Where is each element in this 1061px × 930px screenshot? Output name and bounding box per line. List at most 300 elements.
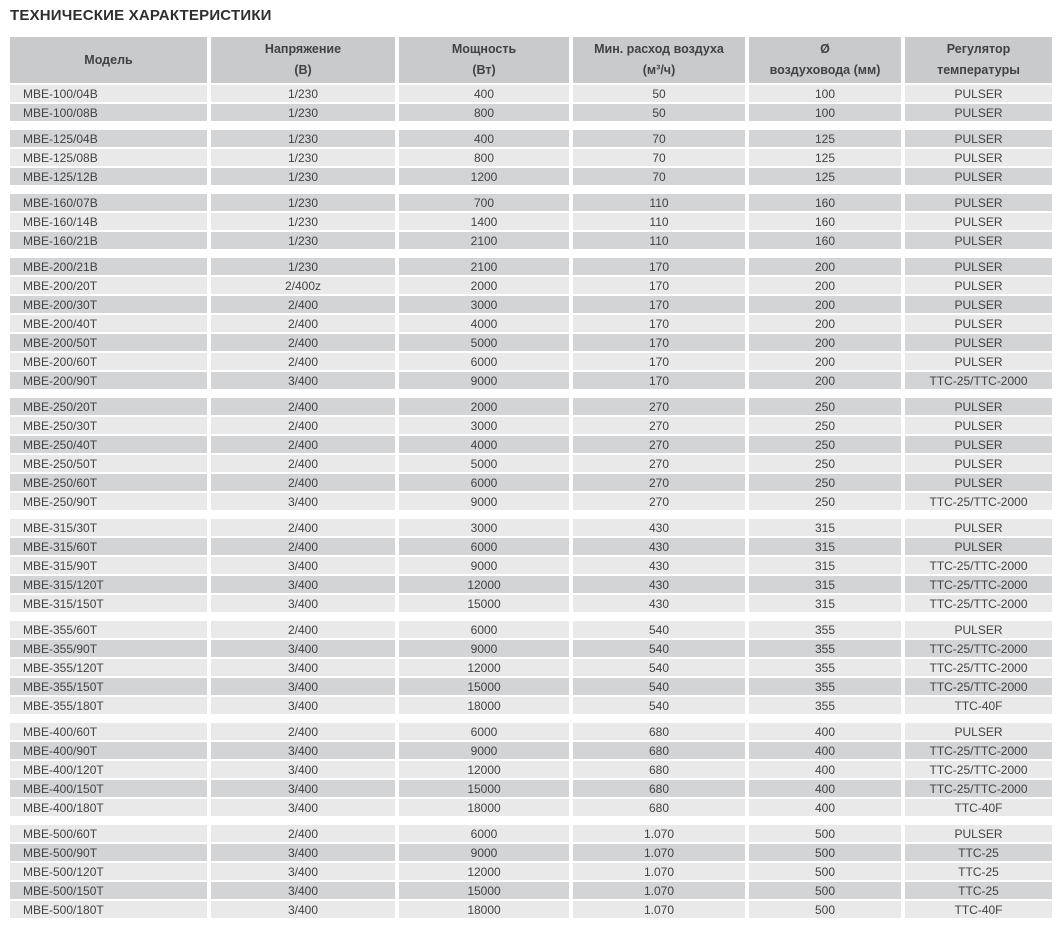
table-row <box>10 455 1052 472</box>
cell-voltage: 2/400 <box>211 474 395 491</box>
cell-model: MBE-500/180T <box>10 901 207 918</box>
cell-power: 6000 <box>399 538 569 555</box>
cell-model: MBE-315/90T <box>10 557 207 574</box>
cell-regulator: PULSER <box>905 621 1052 638</box>
table-row <box>10 213 1052 230</box>
cell-model: MBE-400/120T <box>10 761 207 778</box>
table-row <box>10 130 1052 147</box>
cell-power: 12000 <box>399 863 569 880</box>
cell-diameter: 500 <box>749 844 901 861</box>
cell-voltage: 3/400 <box>211 493 395 510</box>
cell-regulator: TTC-25/TTC-2000 <box>905 372 1052 389</box>
table-row <box>10 277 1052 294</box>
cell-voltage: 2/400 <box>211 315 395 332</box>
cell-diameter: 355 <box>749 621 901 638</box>
cell-diameter: 200 <box>749 315 901 332</box>
cell-regulator: TTC-25 <box>905 863 1052 880</box>
cell-diameter: 400 <box>749 780 901 797</box>
cell-regulator: TTC-25/TTC-2000 <box>905 595 1052 612</box>
cell-voltage: 3/400 <box>211 780 395 797</box>
table-row <box>10 863 1052 880</box>
cell-model: MBE-200/40T <box>10 315 207 332</box>
cell-power: 2000 <box>399 277 569 294</box>
group-spacer-cell <box>10 614 1052 619</box>
cell-airflow: 430 <box>573 576 745 593</box>
cell-voltage: 3/400 <box>211 742 395 759</box>
cell-regulator: TTC-40F <box>905 901 1052 918</box>
cell-diameter: 200 <box>749 277 901 294</box>
cell-airflow: 270 <box>573 474 745 491</box>
cell-power: 3000 <box>399 296 569 313</box>
cell-diameter: 355 <box>749 678 901 695</box>
cell-voltage: 1/230 <box>211 130 395 147</box>
group-spacer <box>10 187 1052 192</box>
cell-airflow: 680 <box>573 761 745 778</box>
cell-regulator: PULSER <box>905 519 1052 536</box>
cell-airflow: 1.070 <box>573 882 745 899</box>
cell-airflow: 270 <box>573 417 745 434</box>
table-row <box>10 621 1052 638</box>
cell-airflow: 270 <box>573 455 745 472</box>
cell-regulator: TTC-25/TTC-2000 <box>905 678 1052 695</box>
cell-regulator: TTC-25/TTC-2000 <box>905 493 1052 510</box>
table-row <box>10 353 1052 370</box>
cell-airflow: 170 <box>573 296 745 313</box>
cell-airflow: 430 <box>573 557 745 574</box>
cell-regulator: PULSER <box>905 417 1052 434</box>
cell-regulator: PULSER <box>905 825 1052 842</box>
cell-diameter: 400 <box>749 799 901 816</box>
cell-power: 12000 <box>399 761 569 778</box>
cell-diameter: 315 <box>749 519 901 536</box>
cell-regulator: PULSER <box>905 85 1052 102</box>
table-row <box>10 576 1052 593</box>
cell-model: MBE-355/120T <box>10 659 207 676</box>
cell-diameter: 315 <box>749 595 901 612</box>
cell-power: 700 <box>399 194 569 211</box>
cell-power: 6000 <box>399 474 569 491</box>
column-header-diameter: Ø воздуховода (мм) <box>749 37 901 83</box>
table-row <box>10 417 1052 434</box>
cell-airflow: 170 <box>573 353 745 370</box>
cell-power: 3000 <box>399 519 569 536</box>
cell-voltage: 3/400 <box>211 799 395 816</box>
cell-voltage: 1/230 <box>211 149 395 166</box>
cell-model: MBE-500/60T <box>10 825 207 842</box>
cell-diameter: 250 <box>749 398 901 415</box>
cell-power: 18000 <box>399 799 569 816</box>
cell-voltage: 2/400 <box>211 296 395 313</box>
cell-model: MBE-355/60T <box>10 621 207 638</box>
table-row <box>10 258 1052 275</box>
cell-airflow: 1.070 <box>573 863 745 880</box>
table-row <box>10 659 1052 676</box>
cell-diameter: 500 <box>749 863 901 880</box>
cell-model: MBE-250/60T <box>10 474 207 491</box>
cell-voltage: 3/400 <box>211 595 395 612</box>
cell-diameter: 200 <box>749 258 901 275</box>
cell-regulator: PULSER <box>905 232 1052 249</box>
cell-model: MBE-100/08B <box>10 104 207 121</box>
table-row <box>10 640 1052 657</box>
cell-diameter: 250 <box>749 455 901 472</box>
cell-power: 15000 <box>399 678 569 695</box>
cell-regulator: PULSER <box>905 538 1052 555</box>
table-row <box>10 742 1052 759</box>
cell-voltage: 3/400 <box>211 557 395 574</box>
cell-model: MBE-315/30T <box>10 519 207 536</box>
cell-model: MBE-160/07B <box>10 194 207 211</box>
cell-voltage: 2/400 <box>211 417 395 434</box>
cell-regulator: TTC-25/TTC-2000 <box>905 640 1052 657</box>
cell-airflow: 70 <box>573 168 745 185</box>
group-spacer-cell <box>10 391 1052 396</box>
cell-airflow: 110 <box>573 232 745 249</box>
cell-airflow: 540 <box>573 621 745 638</box>
cell-model: MBE-160/14B <box>10 213 207 230</box>
cell-power: 2100 <box>399 258 569 275</box>
cell-voltage: 1/230 <box>211 168 395 185</box>
cell-power: 800 <box>399 104 569 121</box>
cell-airflow: 170 <box>573 277 745 294</box>
column-header-power: Мощность (Вт) <box>399 37 569 83</box>
cell-regulator: PULSER <box>905 398 1052 415</box>
cell-voltage: 3/400 <box>211 372 395 389</box>
table-row <box>10 901 1052 918</box>
cell-model: MBE-200/90T <box>10 372 207 389</box>
cell-airflow: 540 <box>573 697 745 714</box>
cell-power: 4000 <box>399 315 569 332</box>
cell-power: 2000 <box>399 398 569 415</box>
cell-airflow: 270 <box>573 398 745 415</box>
cell-power: 9000 <box>399 844 569 861</box>
table-row <box>10 557 1052 574</box>
cell-regulator: PULSER <box>905 277 1052 294</box>
cell-airflow: 110 <box>573 194 745 211</box>
table-row <box>10 372 1052 389</box>
table-row <box>10 697 1052 714</box>
table-row <box>10 436 1052 453</box>
column-header-airflow: Мин. расход воздуха (м³/ч) <box>573 37 745 83</box>
cell-power: 1200 <box>399 168 569 185</box>
cell-model: MBE-355/150T <box>10 678 207 695</box>
table-row <box>10 882 1052 899</box>
cell-power: 18000 <box>399 697 569 714</box>
cell-model: MBE-355/180T <box>10 697 207 714</box>
cell-airflow: 540 <box>573 640 745 657</box>
cell-power: 1400 <box>399 213 569 230</box>
cell-model: MBE-200/30T <box>10 296 207 313</box>
cell-airflow: 170 <box>573 334 745 351</box>
group-spacer-cell <box>10 187 1052 192</box>
cell-power: 3000 <box>399 417 569 434</box>
cell-regulator: PULSER <box>905 149 1052 166</box>
page-title: ТЕХНИЧЕСКИЕ ХАРАКТЕРИСТИКИ <box>10 7 272 24</box>
cell-airflow: 270 <box>573 493 745 510</box>
table-row <box>10 194 1052 211</box>
cell-diameter: 160 <box>749 213 901 230</box>
cell-power: 400 <box>399 130 569 147</box>
cell-regulator: TTC-25/TTC-2000 <box>905 576 1052 593</box>
group-spacer <box>10 716 1052 721</box>
cell-diameter: 200 <box>749 353 901 370</box>
cell-model: MBE-125/12B <box>10 168 207 185</box>
cell-voltage: 1/230 <box>211 213 395 230</box>
specs-table <box>6 35 1056 920</box>
column-header-regulator: Регулятор температуры <box>905 37 1052 83</box>
cell-regulator: PULSER <box>905 213 1052 230</box>
cell-model: MBE-160/21B <box>10 232 207 249</box>
cell-power: 5000 <box>399 334 569 351</box>
group-spacer <box>10 391 1052 396</box>
cell-power: 12000 <box>399 576 569 593</box>
cell-regulator: PULSER <box>905 474 1052 491</box>
group-spacer-cell <box>10 251 1052 256</box>
cell-airflow: 680 <box>573 742 745 759</box>
cell-model: MBE-200/50T <box>10 334 207 351</box>
group-spacer <box>10 123 1052 128</box>
table-row <box>10 104 1052 121</box>
cell-regulator: TTC-25/TTC-2000 <box>905 557 1052 574</box>
cell-voltage: 3/400 <box>211 844 395 861</box>
cell-diameter: 125 <box>749 130 901 147</box>
cell-diameter: 250 <box>749 417 901 434</box>
cell-power: 9000 <box>399 493 569 510</box>
cell-airflow: 170 <box>573 315 745 332</box>
cell-power: 6000 <box>399 353 569 370</box>
table-row <box>10 844 1052 861</box>
table-row <box>10 723 1052 740</box>
cell-diameter: 200 <box>749 296 901 313</box>
cell-regulator: TTC-25/TTC-2000 <box>905 742 1052 759</box>
table-row <box>10 825 1052 842</box>
cell-power: 4000 <box>399 436 569 453</box>
cell-model: MBE-400/60T <box>10 723 207 740</box>
cell-voltage: 3/400 <box>211 697 395 714</box>
cell-model: MBE-315/60T <box>10 538 207 555</box>
cell-regulator: PULSER <box>905 334 1052 351</box>
table-row <box>10 296 1052 313</box>
table-row <box>10 761 1052 778</box>
cell-diameter: 250 <box>749 493 901 510</box>
cell-airflow: 70 <box>573 130 745 147</box>
cell-diameter: 315 <box>749 538 901 555</box>
cell-voltage: 3/400 <box>211 901 395 918</box>
cell-voltage: 3/400 <box>211 678 395 695</box>
cell-diameter: 160 <box>749 232 901 249</box>
cell-airflow: 70 <box>573 149 745 166</box>
cell-regulator: TTC-25 <box>905 844 1052 861</box>
cell-voltage: 1/230 <box>211 85 395 102</box>
table-row <box>10 538 1052 555</box>
table-row <box>10 315 1052 332</box>
cell-power: 9000 <box>399 557 569 574</box>
cell-voltage: 2/400 <box>211 455 395 472</box>
cell-airflow: 680 <box>573 723 745 740</box>
cell-model: MBE-200/21B <box>10 258 207 275</box>
cell-regulator: PULSER <box>905 723 1052 740</box>
cell-voltage: 3/400 <box>211 640 395 657</box>
cell-airflow: 270 <box>573 436 745 453</box>
cell-model: MBE-400/150T <box>10 780 207 797</box>
group-spacer <box>10 818 1052 823</box>
cell-airflow: 50 <box>573 85 745 102</box>
table-row <box>10 149 1052 166</box>
cell-model: MBE-500/120T <box>10 863 207 880</box>
cell-power: 15000 <box>399 780 569 797</box>
cell-voltage: 1/230 <box>211 258 395 275</box>
cell-diameter: 200 <box>749 334 901 351</box>
cell-voltage: 1/230 <box>211 232 395 249</box>
table-row <box>10 232 1052 249</box>
cell-airflow: 680 <box>573 780 745 797</box>
cell-diameter: 500 <box>749 901 901 918</box>
cell-model: MBE-355/90T <box>10 640 207 657</box>
cell-voltage: 3/400 <box>211 882 395 899</box>
cell-power: 9000 <box>399 640 569 657</box>
cell-regulator: PULSER <box>905 104 1052 121</box>
cell-power: 12000 <box>399 659 569 676</box>
cell-diameter: 100 <box>749 85 901 102</box>
group-spacer-cell <box>10 818 1052 823</box>
cell-model: MBE-125/08B <box>10 149 207 166</box>
cell-diameter: 160 <box>749 194 901 211</box>
table-row <box>10 398 1052 415</box>
column-header-model: Модель <box>10 37 207 83</box>
cell-power: 18000 <box>399 901 569 918</box>
cell-airflow: 1.070 <box>573 844 745 861</box>
cell-regulator: PULSER <box>905 194 1052 211</box>
cell-power: 15000 <box>399 595 569 612</box>
cell-regulator: PULSER <box>905 353 1052 370</box>
cell-airflow: 540 <box>573 659 745 676</box>
group-spacer-cell <box>10 123 1052 128</box>
cell-airflow: 430 <box>573 595 745 612</box>
cell-regulator: PULSER <box>905 436 1052 453</box>
cell-airflow: 110 <box>573 213 745 230</box>
group-spacer-cell <box>10 716 1052 721</box>
cell-diameter: 125 <box>749 149 901 166</box>
cell-airflow: 540 <box>573 678 745 695</box>
cell-model: MBE-125/04B <box>10 130 207 147</box>
cell-regulator: TTC-25/TTC-2000 <box>905 659 1052 676</box>
cell-voltage: 2/400 <box>211 398 395 415</box>
cell-airflow: 170 <box>573 258 745 275</box>
cell-diameter: 250 <box>749 474 901 491</box>
cell-diameter: 355 <box>749 640 901 657</box>
cell-regulator: PULSER <box>905 168 1052 185</box>
cell-power: 5000 <box>399 455 569 472</box>
specs-table-body <box>10 85 1052 918</box>
table-row <box>10 595 1052 612</box>
table-row <box>10 474 1052 491</box>
cell-model: MBE-315/120T <box>10 576 207 593</box>
cell-regulator: PULSER <box>905 130 1052 147</box>
cell-voltage: 2/400 <box>211 519 395 536</box>
cell-model: MBE-200/60T <box>10 353 207 370</box>
table-row <box>10 334 1052 351</box>
cell-regulator: PULSER <box>905 315 1052 332</box>
group-spacer <box>10 512 1052 517</box>
cell-regulator: TTC-40F <box>905 799 1052 816</box>
specs-table-header <box>10 37 1052 83</box>
cell-voltage: 2/400 <box>211 353 395 370</box>
cell-power: 15000 <box>399 882 569 899</box>
cell-diameter: 500 <box>749 825 901 842</box>
cell-regulator: TTC-25 <box>905 882 1052 899</box>
cell-diameter: 500 <box>749 882 901 899</box>
cell-power: 2100 <box>399 232 569 249</box>
cell-airflow: 430 <box>573 519 745 536</box>
cell-voltage: 3/400 <box>211 576 395 593</box>
cell-power: 9000 <box>399 742 569 759</box>
cell-voltage: 3/400 <box>211 659 395 676</box>
cell-model: MBE-250/40T <box>10 436 207 453</box>
cell-power: 6000 <box>399 621 569 638</box>
cell-voltage: 2/400 <box>211 723 395 740</box>
table-row <box>10 493 1052 510</box>
cell-diameter: 200 <box>749 372 901 389</box>
column-header-voltage: Напряжение (В) <box>211 37 395 83</box>
cell-regulator: PULSER <box>905 258 1052 275</box>
cell-model: MBE-250/30T <box>10 417 207 434</box>
cell-diameter: 250 <box>749 436 901 453</box>
cell-power: 400 <box>399 85 569 102</box>
cell-airflow: 1.070 <box>573 825 745 842</box>
cell-power: 9000 <box>399 372 569 389</box>
cell-voltage: 1/230 <box>211 194 395 211</box>
cell-model: MBE-250/50T <box>10 455 207 472</box>
table-row <box>10 780 1052 797</box>
cell-power: 6000 <box>399 825 569 842</box>
cell-voltage: 2/400 <box>211 621 395 638</box>
cell-diameter: 100 <box>749 104 901 121</box>
group-spacer <box>10 251 1052 256</box>
cell-airflow: 50 <box>573 104 745 121</box>
cell-voltage: 2/400 <box>211 436 395 453</box>
cell-voltage: 3/400 <box>211 761 395 778</box>
cell-diameter: 355 <box>749 659 901 676</box>
cell-voltage: 1/230 <box>211 104 395 121</box>
table-row <box>10 85 1052 102</box>
cell-model: MBE-400/90T <box>10 742 207 759</box>
cell-model: MBE-315/150T <box>10 595 207 612</box>
cell-model: MBE-500/150T <box>10 882 207 899</box>
table-row <box>10 168 1052 185</box>
cell-regulator: TTC-25/TTC-2000 <box>905 761 1052 778</box>
cell-power: 800 <box>399 149 569 166</box>
cell-model: MBE-250/20T <box>10 398 207 415</box>
cell-airflow: 1.070 <box>573 901 745 918</box>
cell-voltage: 3/400 <box>211 863 395 880</box>
cell-diameter: 315 <box>749 576 901 593</box>
cell-regulator: TTC-25/TTC-2000 <box>905 780 1052 797</box>
cell-model: MBE-250/90T <box>10 493 207 510</box>
cell-regulator: TTC-40F <box>905 697 1052 714</box>
cell-diameter: 125 <box>749 168 901 185</box>
table-row <box>10 799 1052 816</box>
cell-voltage: 2/400 <box>211 538 395 555</box>
cell-airflow: 170 <box>573 372 745 389</box>
cell-voltage: 2/400 <box>211 825 395 842</box>
cell-airflow: 430 <box>573 538 745 555</box>
cell-diameter: 355 <box>749 697 901 714</box>
cell-diameter: 400 <box>749 742 901 759</box>
table-row <box>10 519 1052 536</box>
cell-regulator: PULSER <box>905 455 1052 472</box>
group-spacer <box>10 614 1052 619</box>
cell-model: MBE-400/180T <box>10 799 207 816</box>
